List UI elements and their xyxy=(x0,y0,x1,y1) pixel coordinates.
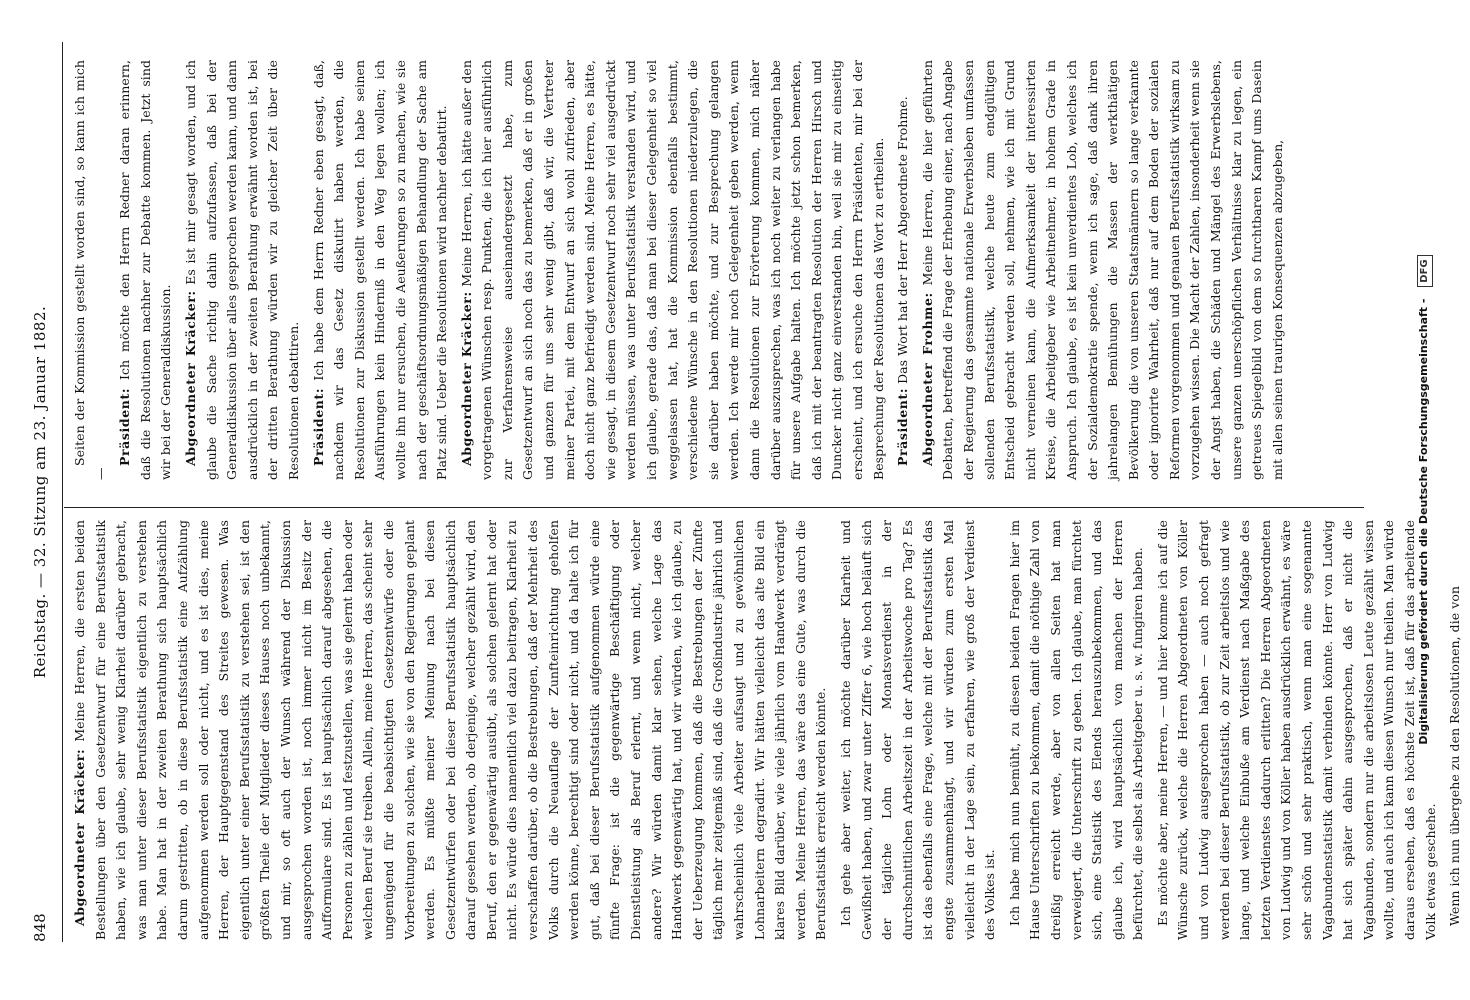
paragraph-text: Meine Herren, ich hätte außer den vorgetragenen Wünschen resp. Punkten, die ich hier ausführlich zur Verfahrensweise auseinandergesetzt habe, zum Gesetzentwurf an sich noch das zu bemerken, daß er in großen und ganzen für uns sehr wenig gibt, daß wir, die Vertreter meiner Partei, mit dem Entwurf an sich wohl zufrieden, aber doch nicht ganz befriedigt werden sind. Meine Herren, es hätte, wie gesagt, in diesem Gesetzentwurf noch sehr viel ausgedrückt werden müssen, was unter Berufsstatistik verstanden wird, und ich glaube, gerade das, daß man bei dieser Gelegenheit so viel weggelassen hat, hat die Kommission ebenfalls bestimmt, verschiedene Wünsche in den Resolutionen niederzulegen, die sie darüber haben möchte, und zur Besprechung gelangen werden. Ich werde mir noch Gelegenheit geben werden, wenn dann die Resolutionen zur Erörterung kommen, mich näher darüber auszusprechen, was ich noch weiter zu verlangen habe für unsere Aufgabe halten. Ich möchte jetzt schon bemerken, daß ich mit der beantragten Resolution der Herren Hirsch und Duncker nicht ganz einverstanden bin, weil sie mir zu einseitig erscheint, und ich ersuche den Herrn Präsidenten, mir bei der Besprechung der Resolutionen das Wort zu ertheilen. xyxy=(458,60,886,480)
paragraph xyxy=(181,60,305,480)
page-header xyxy=(22,42,58,942)
paragraph xyxy=(70,60,111,480)
paragraph-text: Ich habe mich nun bemüht, zu diesen beiden Fragen hier im Hause Unterschriften zu bekommen, damit die nöthige Zahl von dreißig erreicht werde, aber von allen Seiten hat man verweigert, die Unterschrift zu geben. Ich glaube, man fürchtet sich, eine Statistik des Elends herauszubekommen, und das glaube ich, wird hauptsächlich von manchen der Herren befürchtet, die selbst als Arbeitgeber u. s. w. fungiren haben. xyxy=(1006,520,1146,940)
paragraph xyxy=(115,60,177,480)
left-column xyxy=(70,520,1470,940)
speaker-name: Abgeordneter Frohme: xyxy=(919,292,935,466)
header-rule xyxy=(62,42,63,942)
page-title: Reichstag. — 32. Sitzung am 23. Januar 1882. xyxy=(31,305,49,679)
paragraph-text: Wenn ich nun übergehe zu den Resolutionen, die von xyxy=(1447,585,1463,926)
paragraph xyxy=(918,60,1289,480)
speaker-name: Präsident: xyxy=(895,387,911,466)
paragraph-text: Es möchte aber, meine Herren, — und hier komme ich auf die Wünsche zurück, welche die Herren Abgeordneten von Köller und von Ludwig ausgesprochen haben — auch noch gefragt werden bei dieser Berufsstatistik, ob zur Zeit arbeitslos und wie lange, und welche Einbuße am Verdienst nach Maßgabe des letzten Verdienstes dadurch erlitten? Die Herren Abgeordneten von Ludwig und von Köller haben ausdrücklich erwähnt, es wäre sehr schön und sehr praktisch, wenn man eine sogenannte Vagabundenstatistik damit verbinden könnte. Herr von Ludwig hat sich später dahin ausgesprochen, daß er nicht die Vagabunden, sondern nur die arbeitslosen Leute gezählt wissen wollte, und auch ich kann diesen Wunsch nur theilen. Man würde daraus ersehen, daß es höchste Zeit ist, daß für das arbeitende Volk etwas geschehe. xyxy=(1154,520,1438,940)
speaker-name: Abgeordneter Kräcker: xyxy=(182,290,198,466)
right-column xyxy=(70,60,1292,480)
paragraph xyxy=(309,60,453,480)
page-number: 848 xyxy=(31,913,49,942)
paragraph xyxy=(70,520,832,940)
paragraph xyxy=(893,60,914,480)
speaker-name: Abgeordneter Kräcker: xyxy=(458,291,474,466)
speaker-name: Präsident: xyxy=(117,387,133,466)
paragraph-text: Seiten der Kommission gestellt worden sind, so kann ich mich — xyxy=(72,60,108,480)
paragraph xyxy=(1445,520,1466,940)
paragraph-text: Es ist mir gesagt worden, und ich glaube die Sache richtig dahin aufzufassen, daß bei der Generaldiskussion über alles gesprochen werden kann, und dann ausdrücklich in der zweiten Berathung erwähnt worden ist, bei der dritten Berathung würden wir zu gleicher Zeit über die Resolutionen debattiren. xyxy=(182,59,301,480)
column-divider xyxy=(64,507,1364,508)
paragraph-text: Meine Herren, die hier geführten Debatten, betreffend die Frage der Erhebung einer, nach Angabe der Regierung das gesammte nationale Erwerbsleben umfassen sollenden Berufsstatistik, welche heute zum endgültigen Entscheid gebracht werden soll, nehmen, wie ich mit Grund nicht verneinen kann, die Aufmerksamkeit der interessirten Kreise, die Arbeitgeber wie Arbeitnehmer, in hohem Grade in Anspruch. Ich glaube, es ist kein unverdientes Lob, welches ich der Sozialdemokratie spende, wenn ich sage, daß dank ihren jahrelangen Bemühungen die Massen der werkthätigen Bevölkerung die von unseren Staatsmännern so lange verkannte oder ignorirte Wahrheit, daß nur auf dem Boden der sozialen Reformen vorgenommen und genauen Berufsstatistik wirksam zu vorzugehen wissen. Die Macht der Zahlen, insonderheit wenn sie der Angst haben, die Schäden und Mängel des Erwerbslebens, unsere ganzen unerschöpflichen Verhältnisse klar zu legen, ein getreues Spiegelbild von dem so furchtbaren Kampf ums Dasein mit allen seinen traurigen Konsequenzen abzugeben, xyxy=(919,60,1285,480)
speaker-name: Abgeordneter Kräcker: xyxy=(72,748,87,926)
credit-text: Digitalisierung gefördert durch die Deutsche Forschungsgemeinschaft - xyxy=(1417,298,1430,745)
paragraph-text: Ich möchte den Herrn Redner daran erinnern, daß die Resolutionen nachher zur Debatte kommen. Jetzt sind wir bei der Generaldiskussion. xyxy=(117,60,174,480)
paragraph-text: Ich gehe aber weiter, ich möchte darüber Klarheit und Gewißheit haben, und zwar unter Ziffer 6, wie hoch beläuft sich der tägliche Lohn oder Monatsverdienst in der durchschnittlichen Arbeitszeit in der Arbeitswoche pro Tag? Es ist das ebenfalls eine Frage, welche mit der Berufsstatistik das engste zusammenhängt, und wir würden zum ersten Mal vielleicht in der Lage sein, zu erfahren, wie groß der Verdienst des Volkes ist. xyxy=(837,520,998,940)
paragraph xyxy=(836,520,1001,940)
paragraph xyxy=(457,60,889,480)
paragraph-text: Das Wort hat der Herr Abgeordnete Frohme. xyxy=(895,96,911,384)
paragraph-text: Ich habe dem Herrn Redner eben gesagt, daß, nachdem wir das Gesetz diskutirt haben werden, die Resolutionen zur Diskussion gestellt werden. Ich habe seinen Ausführungen kein Hinderniß in den Weg legen wollen; ich wollte ihn nur ersuchen, die Aeußerungen so zu machen, wie sie nach der geschäftsordnungsmäßigen Behandlung der Sache am Platz sind. Ueber die Resolutionen wird nachher debattirt. xyxy=(310,60,450,480)
digitization-credit xyxy=(1404,0,1432,1000)
paragraph-text: Meine Herren, die ersten beiden Bestellungen über den Gesetzentwurf für eine Berufsstatistik haben, wie ich glaube, sehr wenig Klarheit darüber gebracht, was man unter dieser Berufsstatistik eigentlich zu verstehen habe. Man hat in der zweiten Berathung sich hauptsächlich darum gestritten, ob in diese Berufsstatistik eine Aufzählung aufgenommen werden soll oder nicht, und es ist dies, meine Herren, der Hauptgegenstand des Streites gewesen. Was eigentlich unter einer Berufsstatistik zu verstehen sei, ist den größten Theile der Mitglieder dieses Hauses noch unbekannt, und mir, so oft auch der Wunsch während der Diskussion ausgesprochen worden ist, noch immer nicht im Besitz der Aufformulare sind. Es ist hauptsächlich darauf abgesehen, die Personen zu zählen und festzustellen, was sie gelernt haben oder welchen Beruf sie treiben. Allein, meine Herren, das scheint sehr ungenügend für die beabsichtigten Gesetzentwürfe oder die Vorbereitungen zu solchen, wie sie von den Regierungen geplant werden. Es müßte meiner Meinung nach bei diesen Gesetzentwürfen oder bei dieser Berufsstatistik hauptsächlich darauf gesehen werden, ob derjenige, welcher gezählt wird, den Beruf, den er gegenwärtig ausübt, als solchen gelernt hat oder nicht. Es würde dies namentlich viel dazu beitragen, Klarheit zu verschaffen darüber, ob die Bestrebungen, daß der Mehrheit des Volks durch die Neuauflage der Zunfteinrichtung geholfen werden könne, berechtigt sind oder nicht, und da halte ich für gut, daß bei dieser Berufsstatistik aufgenommen würde eine fünfte Frage: ist die gegenwärtige Beschäftigung oder Dienstleistung als Beruf erlernt, und wenn nicht, welcher andere? Wir würden damit klar sehen, welche Lage das Handwerk gegenwärtig hat, und wir würden, wie ich glaube, zu der Ueberzeugung kommen, daß die Bestrebungen der Zünfte täglich mehr zeitgemäß sind, daß die Großindustrie jährlich und wahrscheinlich viele Arbeiter aufsaugt und zu gewöhnlichen Lohnarbeitern degradirt. Wir hätten vielleicht das alte Bild ein klares Bild darüber, wie viele jährlich vom Handwerk verdrängt werden. Meine Herren, das wäre das eine Gute, was durch die Berufsstatistik erreicht werden könnte. xyxy=(72,519,829,940)
paragraph xyxy=(1005,520,1149,940)
paragraph xyxy=(1153,520,1441,940)
speaker-name: Präsident: xyxy=(310,387,326,466)
dfg-logo: DFG xyxy=(1417,255,1433,286)
